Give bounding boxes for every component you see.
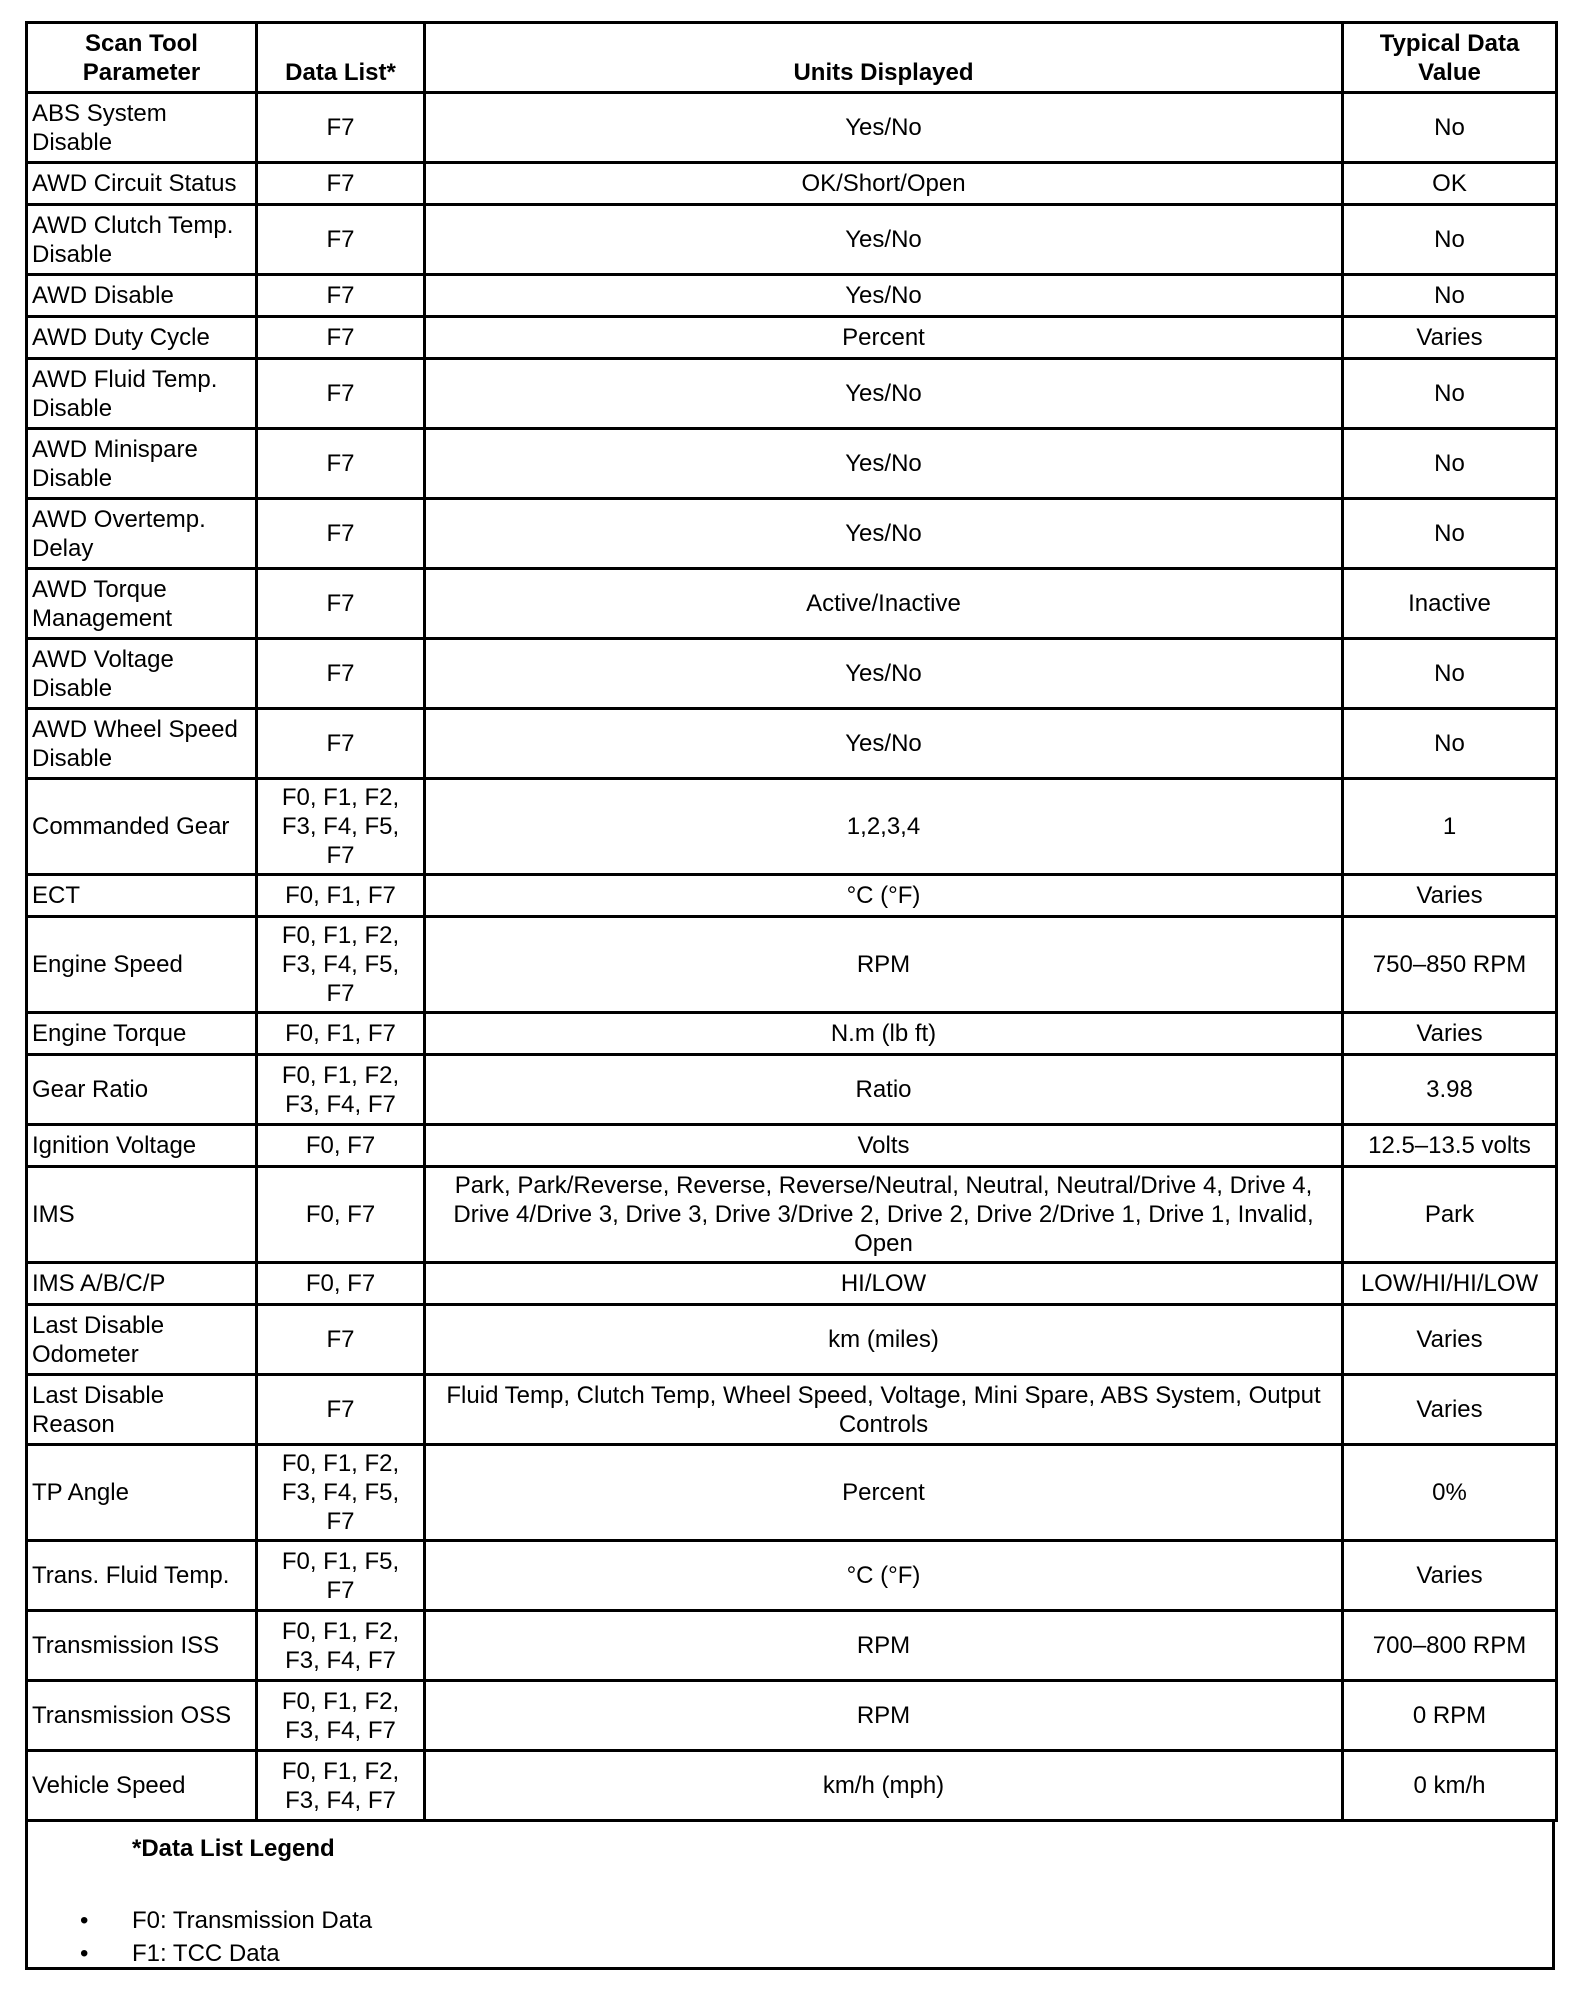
typical-value-cell: No	[1343, 359, 1557, 429]
param-cell: AWD Fluid Temp. Disable	[27, 359, 257, 429]
data-list-cell: F0, F1, F7	[257, 1013, 425, 1055]
typical-value-cell: No	[1343, 205, 1557, 275]
param-cell: Vehicle Speed	[27, 1751, 257, 1821]
units-cell: RPM	[425, 917, 1343, 1013]
table-row	[27, 1125, 1557, 1167]
typical-value-cell: Varies	[1343, 1013, 1557, 1055]
units-cell: Percent	[425, 317, 1343, 359]
table-row	[27, 709, 1557, 779]
units-cell: Park, Park/Reverse, Reverse, Reverse/Neutral, Neutral, Neutral/Drive 4, Drive 4, Drive 4/Drive 3, Drive 3, Drive 3/Drive 2, Drive 2, Drive 2/Drive 1, Drive 1, Invalid, Open	[425, 1167, 1343, 1263]
units-cell: OK/Short/Open	[425, 163, 1343, 205]
data-list-cell: F7	[257, 1375, 425, 1445]
data-list-cell: F0, F1, F2, F3, F4, F5, F7	[257, 1445, 425, 1541]
param-cell: AWD Circuit Status	[27, 163, 257, 205]
data-list-cell: F0, F1, F2, F3, F4, F7	[257, 1611, 425, 1681]
param-cell: TP Angle	[27, 1445, 257, 1541]
data-list-cell: F0, F7	[257, 1125, 425, 1167]
param-cell: AWD Minispare Disable	[27, 429, 257, 499]
typical-value-cell: 750–850 RPM	[1343, 917, 1557, 1013]
data-list-cell: F0, F1, F2, F3, F4, F7	[257, 1681, 425, 1751]
data-list-legend	[25, 1822, 1555, 1970]
table-row	[27, 875, 1557, 917]
table-row	[27, 163, 1557, 205]
typical-value-cell: No	[1343, 275, 1557, 317]
data-list-cell: F0, F1, F7	[257, 875, 425, 917]
table-row	[27, 1055, 1557, 1125]
table-header-row	[27, 23, 1557, 93]
units-cell: Yes/No	[425, 93, 1343, 163]
table-row	[27, 1751, 1557, 1821]
typical-value-cell: 1	[1343, 779, 1557, 875]
units-cell: Yes/No	[425, 709, 1343, 779]
data-list-cell: F0, F1, F2, F3, F4, F7	[257, 1751, 425, 1821]
table-row	[27, 359, 1557, 429]
typical-value-cell: Varies	[1343, 1305, 1557, 1375]
data-list-cell: F0, F1, F2, F3, F4, F5, F7	[257, 779, 425, 875]
data-list-cell: F0, F7	[257, 1263, 425, 1305]
table-row	[27, 317, 1557, 359]
document	[25, 21, 1555, 1970]
scan-tool-data-table	[25, 21, 1558, 1822]
units-cell: Fluid Temp, Clutch Temp, Wheel Speed, Voltage, Mini Spare, ABS System, Output Controls	[425, 1375, 1343, 1445]
table-row	[27, 205, 1557, 275]
units-cell: Yes/No	[425, 639, 1343, 709]
data-list-cell: F0, F1, F2, F3, F4, F5, F7	[257, 917, 425, 1013]
data-list-cell: F7	[257, 709, 425, 779]
param-cell: ECT	[27, 875, 257, 917]
data-list-cell: F7	[257, 499, 425, 569]
units-cell: Yes/No	[425, 429, 1343, 499]
legend-title: *Data List Legend	[132, 1835, 335, 1862]
typical-value-cell: 0 RPM	[1343, 1681, 1557, 1751]
typical-value-cell: 0 km/h	[1343, 1751, 1557, 1821]
legend-item	[80, 1937, 372, 1970]
param-cell: AWD Torque Management	[27, 569, 257, 639]
param-cell: Ignition Voltage	[27, 1125, 257, 1167]
param-cell: Commanded Gear	[27, 779, 257, 875]
param-cell: AWD Duty Cycle	[27, 317, 257, 359]
typical-value-cell: No	[1343, 499, 1557, 569]
table-row	[27, 1305, 1557, 1375]
units-cell: Yes/No	[425, 275, 1343, 317]
typical-value-cell: Varies	[1343, 1375, 1557, 1445]
table-row	[27, 275, 1557, 317]
units-cell: RPM	[425, 1611, 1343, 1681]
header-scan-tool-parameter: Scan Tool Parameter	[27, 23, 257, 93]
param-cell: AWD Overtemp. Delay	[27, 499, 257, 569]
data-list-cell: F0, F1, F2, F3, F4, F7	[257, 1055, 425, 1125]
typical-value-cell: Varies	[1343, 875, 1557, 917]
bullet-icon: •	[80, 1940, 89, 1967]
param-cell: IMS	[27, 1167, 257, 1263]
legend-list	[80, 1904, 372, 1970]
header-units-displayed: Units Displayed	[425, 23, 1343, 93]
table-row	[27, 1445, 1557, 1541]
units-cell: Ratio	[425, 1055, 1343, 1125]
data-list-cell: F7	[257, 205, 425, 275]
table-row	[27, 429, 1557, 499]
typical-value-cell: No	[1343, 709, 1557, 779]
legend-item-text: F1: TCC Data	[132, 1940, 280, 1967]
param-cell: Gear Ratio	[27, 1055, 257, 1125]
param-cell: Last Disable Reason	[27, 1375, 257, 1445]
typical-value-cell: No	[1343, 93, 1557, 163]
typical-value-cell: 0%	[1343, 1445, 1557, 1541]
units-cell: °C (°F)	[425, 875, 1343, 917]
table-row	[27, 1541, 1557, 1611]
param-cell: AWD Disable	[27, 275, 257, 317]
typical-value-cell: 700–800 RPM	[1343, 1611, 1557, 1681]
typical-value-cell: Varies	[1343, 1541, 1557, 1611]
data-list-cell: F7	[257, 317, 425, 359]
units-cell: °C (°F)	[425, 1541, 1343, 1611]
typical-value-cell: 3.98	[1343, 1055, 1557, 1125]
units-cell: Percent	[425, 1445, 1343, 1541]
units-cell: RPM	[425, 1681, 1343, 1751]
table-row	[27, 1611, 1557, 1681]
data-list-cell: F7	[257, 93, 425, 163]
typical-value-cell: LOW/HI/HI/LOW	[1343, 1263, 1557, 1305]
table-row	[27, 779, 1557, 875]
param-cell: AWD Wheel Speed Disable	[27, 709, 257, 779]
header-data-list: Data List*	[257, 23, 425, 93]
data-list-cell: F7	[257, 429, 425, 499]
data-list-cell: F0, F1, F5, F7	[257, 1541, 425, 1611]
units-cell: N.m (lb ft)	[425, 1013, 1343, 1055]
table-row	[27, 569, 1557, 639]
param-cell: AWD Clutch Temp. Disable	[27, 205, 257, 275]
units-cell: Volts	[425, 1125, 1343, 1167]
units-cell: km/h (mph)	[425, 1751, 1343, 1821]
table-row	[27, 1681, 1557, 1751]
table-row	[27, 93, 1557, 163]
param-cell: IMS A/B/C/P	[27, 1263, 257, 1305]
table-row	[27, 499, 1557, 569]
header-typical-data-value: Typical Data Value	[1343, 23, 1557, 93]
table-row	[27, 917, 1557, 1013]
bullet-icon: •	[80, 1907, 89, 1934]
param-cell: Transmission OSS	[27, 1681, 257, 1751]
param-cell: Trans. Fluid Temp.	[27, 1541, 257, 1611]
param-cell: Engine Speed	[27, 917, 257, 1013]
units-cell: Active/Inactive	[425, 569, 1343, 639]
units-cell: Yes/No	[425, 359, 1343, 429]
units-cell: Yes/No	[425, 205, 1343, 275]
typical-value-cell: Varies	[1343, 317, 1557, 359]
typical-value-cell: Inactive	[1343, 569, 1557, 639]
table-row	[27, 1013, 1557, 1055]
table-row	[27, 1167, 1557, 1263]
units-cell: HI/LOW	[425, 1263, 1343, 1305]
data-list-cell: F7	[257, 569, 425, 639]
typical-value-cell: No	[1343, 429, 1557, 499]
typical-value-cell: Park	[1343, 1167, 1557, 1263]
typical-value-cell: No	[1343, 639, 1557, 709]
units-cell: km (miles)	[425, 1305, 1343, 1375]
param-cell: AWD Voltage Disable	[27, 639, 257, 709]
data-list-cell: F0, F7	[257, 1167, 425, 1263]
param-cell: Engine Torque	[27, 1013, 257, 1055]
param-cell: Transmission ISS	[27, 1611, 257, 1681]
data-list-cell: F7	[257, 359, 425, 429]
legend-item-text: F0: Transmission Data	[132, 1907, 373, 1934]
legend-item	[80, 1904, 372, 1937]
units-cell: Yes/No	[425, 499, 1343, 569]
table-row	[27, 1263, 1557, 1305]
param-cell: Last Disable Odometer	[27, 1305, 257, 1375]
table-row	[27, 1375, 1557, 1445]
data-list-cell: F7	[257, 639, 425, 709]
table-row	[27, 639, 1557, 709]
typical-value-cell: 12.5–13.5 volts	[1343, 1125, 1557, 1167]
param-cell: ABS System Disable	[27, 93, 257, 163]
data-list-cell: F7	[257, 1305, 425, 1375]
units-cell: 1,2,3,4	[425, 779, 1343, 875]
data-list-cell: F7	[257, 275, 425, 317]
data-list-cell: F7	[257, 163, 425, 205]
typical-value-cell: OK	[1343, 163, 1557, 205]
